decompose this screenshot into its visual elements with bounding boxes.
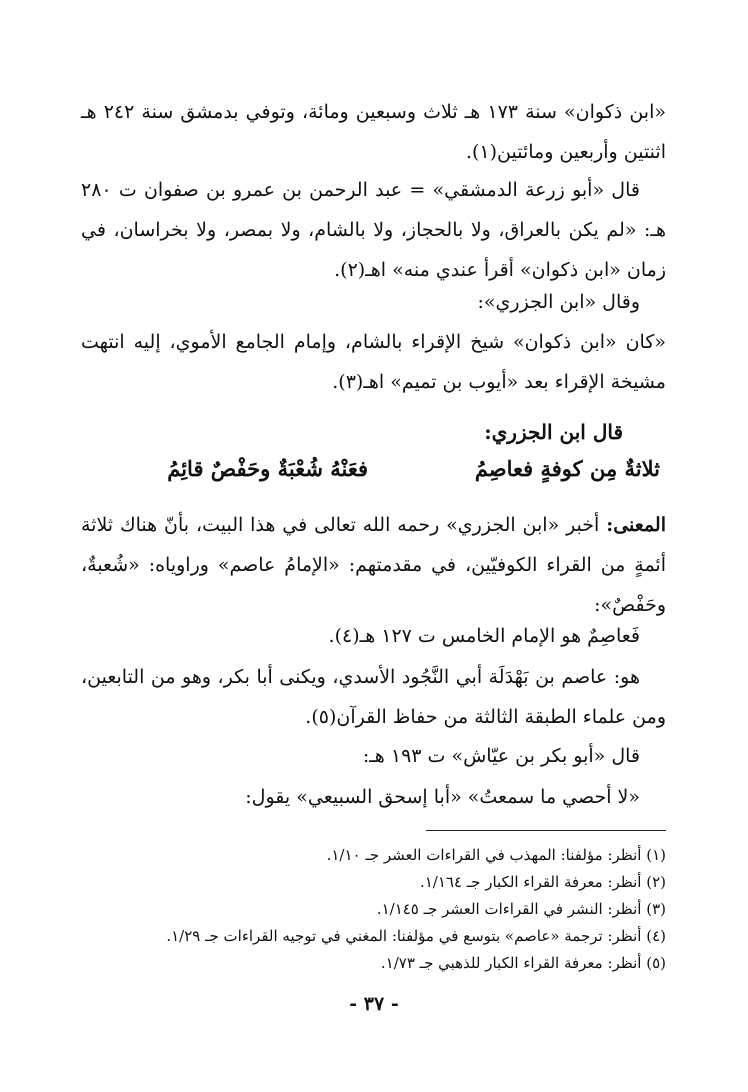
paragraph-abu-bakr-said: قال «أبو بكر بن عيّاش» ت ١٩٣ هـ: <box>362 745 640 767</box>
footnotes <box>66 842 666 977</box>
paragraph-ibn-dhakwan-dates: «ابن ذكوان» سنة ١٧٣ هـ ثلاث وسبعين ومائة، وتوفي بدمشق سنة ٢٤٢ هـ اثنتين وأربعين ومائتين(١). <box>81 101 666 163</box>
paragraph-asim-fifth-imam: فَعاصِمٌ هو الإمام الخامس ت ١٢٧ هـ(٤). <box>328 625 640 647</box>
footnote-4: (٤) أنظر: ترجمة «عاصم» بتوسع في مؤلفنا: المغني في توجيه القراءات جـ ١/٢٩. <box>166 927 666 945</box>
paragraph-ibn-jazari-said: وقال «ابن الجزري»: <box>477 291 640 313</box>
footnote-3: (٣) أنظر: النشر في القراءات العشر جـ ١/١٤٥. <box>376 900 666 918</box>
verse-second-hemistich: فعَنْهُ شُعْبَةٌ وحَفْصٌ قائِمُ <box>167 456 368 481</box>
meaning-text: أخبر «ابن الجزري» رحمه الله تعالى في هذا البيت، بأنّ هناك ثلاثة أئمةٍ من القراء الكوفيّين، في مقدمتهم: «الإمامُ عاصم» وراوياه: «شُعبةٌ، وحَفْصٌ»: <box>81 514 666 616</box>
paragraph-asim-biography: هو: عاصم بن بَهْدَلَة أبي النَّجُود الأسدي، ويكنى أبا بكر، وهو من التابعين، ومن علماء الطبقة الثالثة من حفاظ القرآن(٥). <box>81 666 666 728</box>
paragraph-quote-start: «لا أحصي ما سمعتُ» «أبا إسحق السبيعي» يقول: <box>245 786 640 808</box>
page-number: - ٣٧ - <box>349 993 399 1015</box>
paragraph-meaning <box>81 505 666 625</box>
footnote-5: (٥) أنظر: معرفة القراء الكبار للذهبي جـ ١/٧٣. <box>380 954 666 972</box>
footnote-2: (٢) أنظر: معرفة القراء الكبار جـ ١/١٦٤. <box>419 873 666 891</box>
paragraph-abu-zurah-quote: قال «أبو زرعة الدمشقي» = عبد الرحمن بن عمرو بن صفوان ت ٢٨٠ هـ: «لم يكن بالعراق، ولا بالحجاز، ولا بالشام، ولا بمصر، ولا بخراسان، في زمان «ابن ذكوان» أقرأ عندي منه» اهـ(٢). <box>81 179 666 281</box>
verse-first-hemistich: ثلاثةٌ مِن كوفةٍ فعاصِمُ <box>474 456 660 481</box>
meaning-label: المعنى: <box>606 514 666 536</box>
paragraph-ibn-jazari-quote: «كان «ابن ذكوان» شيخ الإقراء بالشام، وإمام الجامع الأموي، إليه انتهت مشيخة الإقراء بعد «أيوب بن تميم» اهـ(٣). <box>81 331 666 393</box>
section-heading: قال ابن الجزري: <box>484 420 623 444</box>
footnote-separator <box>426 830 666 831</box>
footnote-1: (١) أنظر: مؤلفنا: المهذب في القراءات العشر جـ ١/١٠. <box>326 846 666 864</box>
